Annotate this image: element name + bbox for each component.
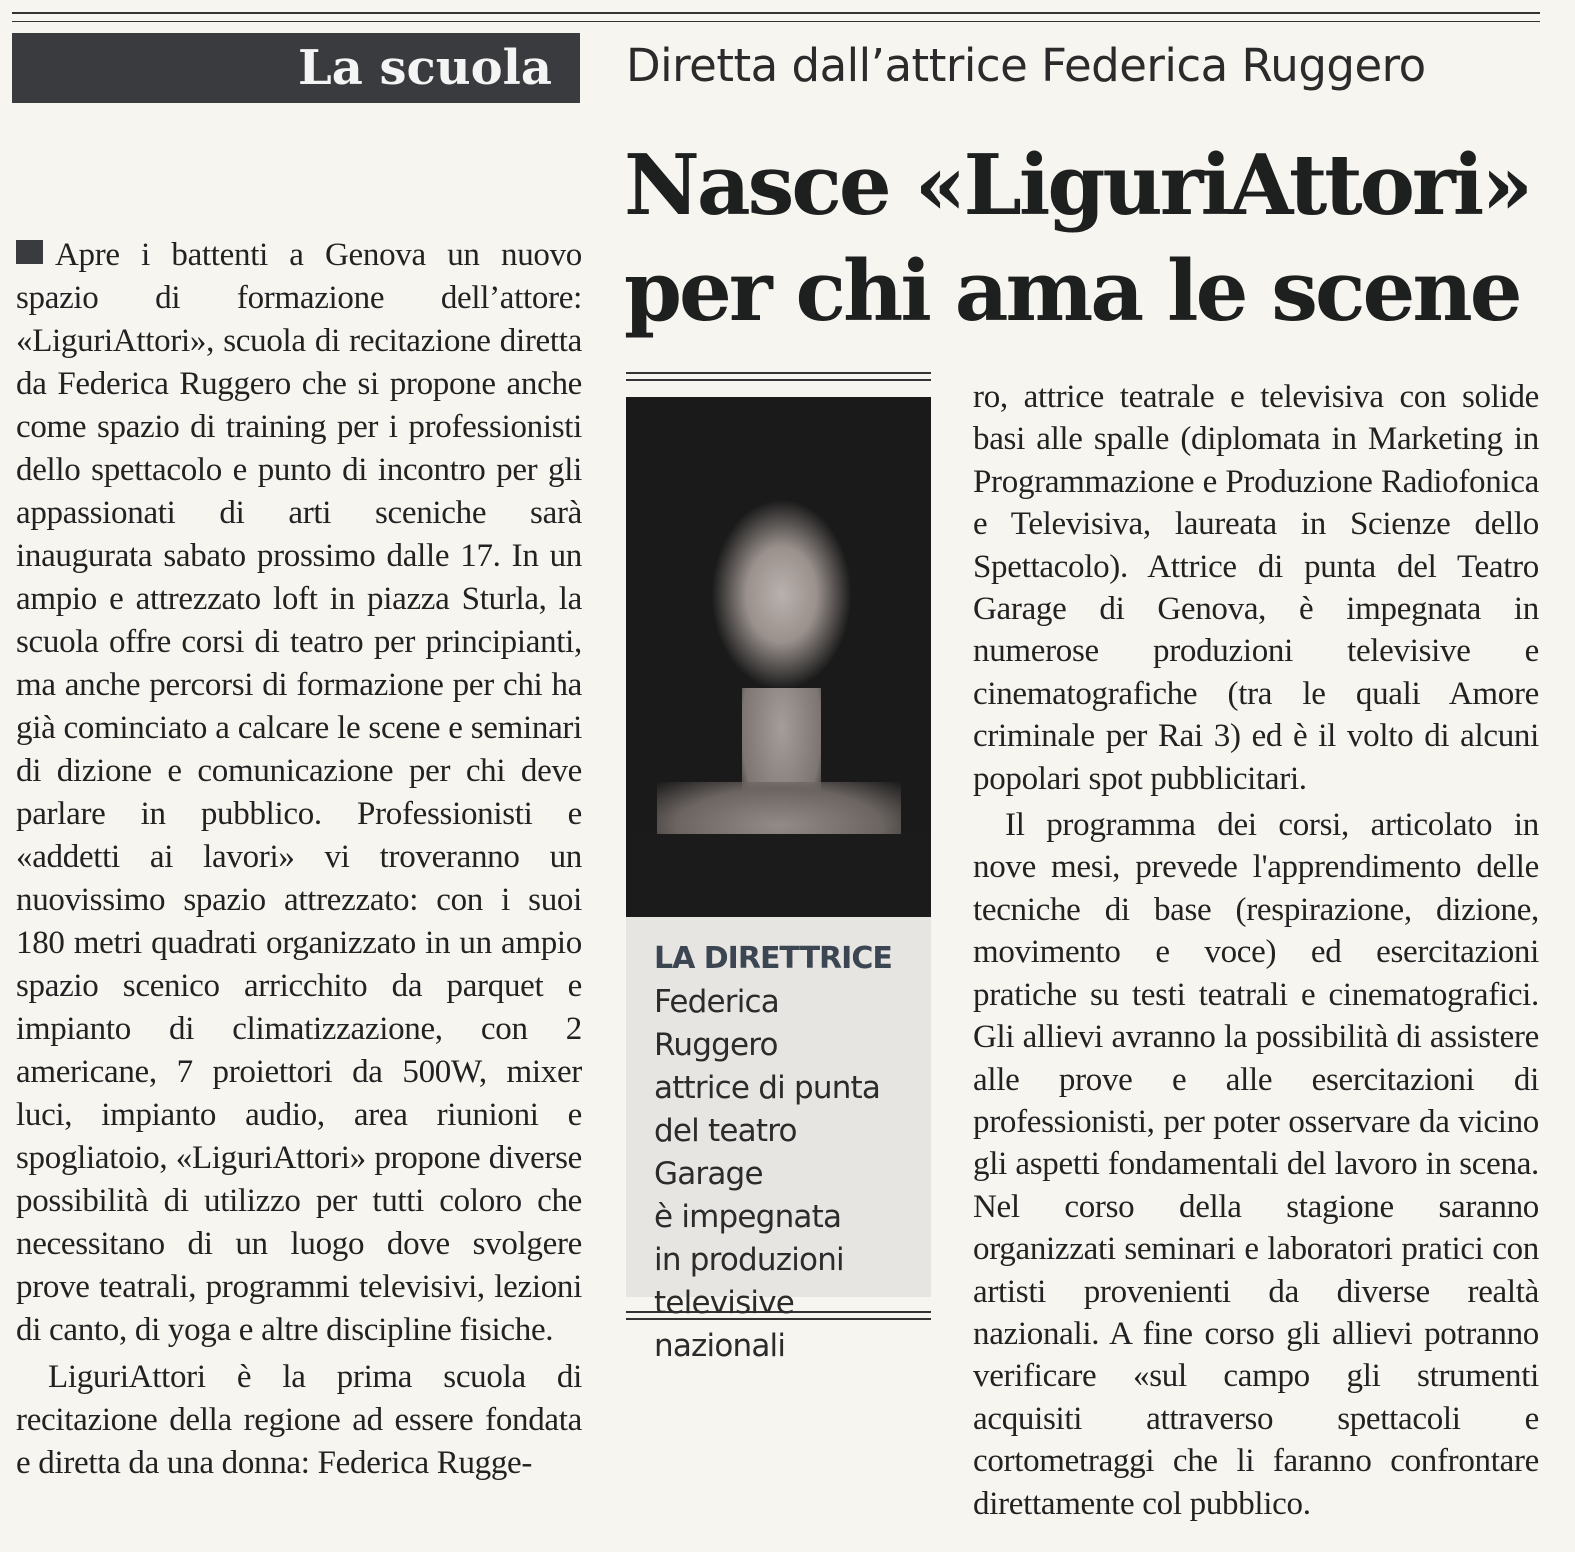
headline-line-2: per chi ama le scene [624, 242, 1520, 340]
top-rule-thin [12, 21, 1540, 22]
portrait-photo [626, 397, 931, 917]
article-paragraph [16, 234, 582, 1352]
article-text: Apre i battenti a Genova un nuovo spazio di formazione dell’attore: «LiguriAttori», scuola di recitazione diretta da Federica Ruggero che si propone anche come spazio di training per i professionisti dello spettacolo e punto di incontro per gli appassionati di arti sceniche sarà inaugurata sabato prossimo dalle 17. In un ampio e attrezzato loft in piazza Sturla, la scuola offre corsi di teatro per principianti, ma anche percorsi di formazione per chi ha già cominciato a calcare le scene e seminari di dizione e comunicazione per chi deve parlare in pubblico. Professionisti e «addetti ai lavori» vi troveranno un nuovissimo spazio attrezzato: con i suoi 180 metri quadrati organizzato in un ampio spazio scenico arricchito da parquet e impianto di climatizzazione, con 2 americane, 7 proiettori da 500W, mixer luci, impianto audio, area riunioni e spogliatoio, «LiguriAttori» propone diverse possibilità di utilizzo per tutti coloro che necessitano di un luogo dove svolgere prove teatrali, programmi televisivi, lezioni di canto, di yoga e altre discipline fisiche. [16, 237, 582, 1348]
caption-title: LA DIRETTRICE [654, 941, 892, 976]
photo-box [626, 372, 931, 1364]
article-paragraph: Il programma dei corsi, articolato in nove mesi, prevede l'apprendimento delle tecniche di base (respirazione, dizione, movimento e voce) ed esercitazioni pratiche su testi teatrali e cinematografici. Gli allievi avranno la possibilità di assistere alle prove e alle esercitazioni di professionisti, per poter osservare da vicino gli aspetti fondamentali del lavoro in scena. Nel corso della stagione saranno organizzati seminari e laboratori pratici con artisti provenienti da diverse realtà nazionali. A fine corso gli allievi potranno verificare «sul campo gli strumenti acquisiti attraverso spettacoli e cortometraggi che li faranno confrontare direttamente col pubblico. [973, 807, 1539, 1522]
kicker: Diretta dall’attrice Federica Ruggero [626, 39, 1426, 92]
article-column-right [973, 376, 1539, 1525]
article-paragraph: LiguriAttori è la prima scuola di recitazione della regione ad essere fondata e diretta da una donna: Federica Rugge- [16, 1359, 582, 1481]
photo-caption [626, 917, 931, 1364]
square-bullet-icon [16, 240, 43, 264]
top-rule [12, 12, 1540, 14]
headline [624, 132, 1531, 344]
photo-top-rule [626, 372, 931, 381]
headline-line-1: Nasce «LiguriAttori» [624, 136, 1531, 234]
article-column-left [16, 234, 582, 1485]
caption-body: Federica Ruggero attrice di punta del teatro Garage è impegnata in produzioni televisive nazionali [654, 984, 881, 1364]
section-label: La scuola [12, 33, 580, 103]
article-paragraph: ro, attrice teatrale e televisiva con solide basi alle spalle (diplomata in Marketing in Programmazione e Produzione Radiofonica e Televisiva, laureata in Scienze dello Spettacolo). Attrice di punta del Teatro Garage di Genova, è impegnata in numerose produzioni televisive e cinematografiche (tra le quali Amore criminale per Rai 3) ed è il volto di alcuni popolari spot pubblicitari. [973, 379, 1539, 797]
